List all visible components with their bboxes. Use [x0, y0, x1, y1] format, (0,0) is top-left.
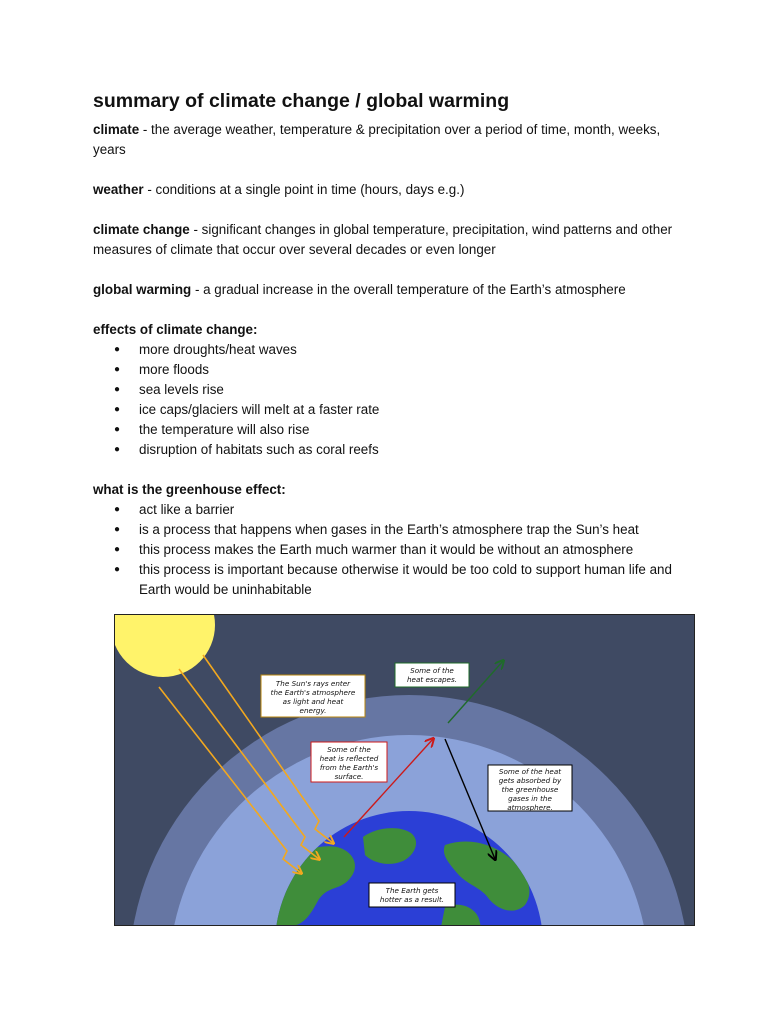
effects-heading: effects of climate change: — [93, 322, 258, 337]
greenhouse-effect-diagram — [114, 614, 695, 926]
label-line: surface. — [334, 772, 364, 781]
label-sun-rays — [261, 675, 365, 717]
svg-text:gets absorbed by — [499, 776, 562, 785]
svg-text:energy. — [300, 706, 327, 715]
label-line: the greenhouse — [501, 785, 559, 794]
list-item: ● disruption of habitats such as coral reefs — [93, 440, 693, 460]
label-line: Some of the — [410, 666, 454, 675]
list-item: ● the temperature will also rise — [93, 420, 693, 440]
label-line: heat escapes. — [406, 675, 458, 684]
svg-text:the Earth's atmosphere — [271, 688, 356, 697]
page-title: summary of climate change / global warming — [93, 90, 510, 112]
definition-climate — [93, 120, 693, 160]
label-line: as light and heat — [282, 697, 344, 706]
list-item: ● sea levels rise — [93, 380, 693, 400]
label-line: gets absorbed by — [498, 776, 562, 785]
label-line: hotter as a result. — [379, 895, 445, 904]
list-item: ● this process makes the Earth much warmer than it would be without an atmosphere — [93, 540, 693, 560]
label-line: Some of the heat — [498, 767, 562, 776]
svg-text:heat escapes. — [407, 675, 457, 684]
label-line: heat is reflected — [319, 754, 379, 763]
definition-term: weather — [93, 182, 144, 197]
label-line: energy. — [299, 706, 327, 715]
svg-text:atmosphere. — [507, 803, 553, 812]
list-item: ● act like a barrier — [93, 500, 693, 520]
list-item: ● ice caps/glaciers will melt at a faster rate — [93, 400, 693, 420]
label-absorbed — [488, 765, 572, 812]
greenhouse-list — [93, 500, 693, 600]
list-item: ● more floods — [93, 360, 693, 380]
label-line: gases in the — [508, 794, 552, 803]
definition-text: - the average weather, temperature & precipitation over a period of time, month, weeks, years — [93, 122, 661, 157]
greenhouse-heading: what is the greenhouse effect: — [93, 482, 286, 497]
list-item: ● this process is important because otherwise it would be too cold to support human life and Earth would be uninhabitable — [93, 560, 693, 600]
svg-text:Some of the — [327, 745, 371, 754]
svg-text:heat is reflected — [320, 754, 379, 763]
effects-list — [93, 340, 693, 460]
definition-weather — [93, 180, 693, 200]
definition-term: global warming — [93, 282, 192, 297]
definition-text: - conditions at a single point in time (hours, days e.g.) — [143, 182, 465, 197]
label-line: from the Earth's — [319, 763, 379, 772]
label-hotter — [369, 883, 455, 907]
svg-text:the greenhouse — [502, 785, 559, 794]
label-line: Some of the — [327, 745, 371, 754]
definition-term: climate — [93, 122, 140, 137]
definition-text: - a gradual increase in the overall temperature of the Earth’s atmosphere — [191, 282, 626, 297]
label-line: the Earth's atmosphere — [270, 688, 356, 697]
diagram-canvas — [115, 615, 695, 926]
svg-text:The Sun's rays enter — [276, 679, 351, 688]
svg-text:hotter as a result. — [380, 895, 444, 904]
svg-text:surface. — [335, 772, 364, 781]
label-reflected — [311, 742, 387, 782]
svg-text:gases in the — [508, 794, 552, 803]
svg-text:Some of the — [410, 666, 454, 675]
document-page — [93, 88, 693, 600]
svg-text:Some of the heat — [499, 767, 562, 776]
definition-term: climate change — [93, 222, 190, 237]
svg-text:from the Earth's — [320, 763, 378, 772]
list-item: ● is a process that happens when gases in the Earth’s atmosphere trap the Sun’s heat — [93, 520, 693, 540]
svg-text:as light and heat — [283, 697, 345, 706]
label-escapes — [395, 663, 469, 687]
svg-text:The Earth gets — [386, 886, 439, 895]
label-line: The Earth gets — [385, 886, 439, 895]
list-item: ● more droughts/heat waves — [93, 340, 693, 360]
label-line: atmosphere. — [507, 803, 553, 812]
definition-climate-change — [93, 220, 693, 260]
definition-global-warming — [93, 280, 693, 300]
definition-text: - significant changes in global temperature, precipitation, wind patterns and other measures of climate that occur over several decades or even longer — [93, 222, 673, 257]
label-line: The Sun's rays enter — [275, 679, 351, 688]
